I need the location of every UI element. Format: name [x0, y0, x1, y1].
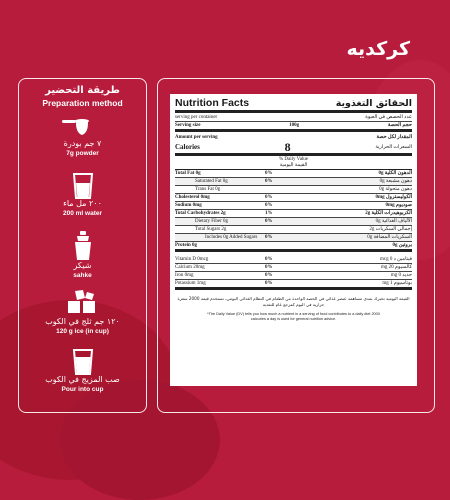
nutrient-row [175, 178, 412, 186]
nutrient-name-en: Total Fat 0g [175, 171, 201, 176]
mineral-row [175, 272, 412, 280]
nutrient-name-ar: إجمالي السكريات 2g [369, 227, 412, 232]
nutrient-name-en: Includes 0g Added Sugars [205, 235, 258, 240]
step-label-ar: ٢٠٠ مل ماء [63, 199, 102, 208]
serving-size-label-ar: حجم الحصة [387, 123, 412, 128]
page-title: كركديه [346, 38, 410, 60]
cup-icon [72, 349, 94, 375]
mineral-name-en: Potassium 1mg [175, 281, 206, 286]
preparation-title-ar: طريقة التحضير [45, 85, 120, 96]
nutrient-name-en: Total Sugars 2g [195, 227, 227, 232]
servings-row [175, 114, 412, 122]
nutrition-facts-label [170, 94, 417, 386]
step-label-ar: ١٢٠ جم ثلج في الكوب [45, 317, 120, 326]
nutrient-name-ar: بروتين 0g [392, 243, 412, 248]
nutrient-percent: 0% [265, 219, 273, 224]
nutrient-percent: 0% [265, 235, 273, 240]
nutrient-percent: 0% [265, 195, 273, 200]
nutrient-name-ar: السكريات المضافة 0g [367, 235, 412, 240]
calories-row [175, 141, 412, 156]
serving-size-value: 100g [289, 123, 300, 128]
step-label-en: 120 g ice (in cup) [56, 328, 109, 335]
mineral-row [175, 264, 412, 272]
nutrient-row [175, 242, 412, 252]
nutrient-name-en: Sodium 0mg [175, 203, 202, 208]
nutrient-percent: 0% [265, 179, 273, 184]
mineral-name-en: Calcium 20mg [175, 265, 205, 270]
calories-label-ar: السعرات الحرارية [375, 145, 412, 150]
mineral-name-ar: بوتاسيوم 1 mg [382, 281, 412, 286]
nutrient-row [175, 186, 412, 194]
shaker-icon [72, 231, 94, 261]
preparation-panel [18, 78, 147, 413]
mineral-name-en: Iron 0mg [175, 273, 194, 278]
nutrient-percent: 1% [265, 211, 273, 216]
nutrient-name-en: Dietary Fiber 0g [195, 219, 229, 224]
serving-size-row [175, 122, 412, 132]
nutrient-name-en: Cholesterol 0mg [175, 195, 210, 200]
step-label-ar: شيكر [73, 261, 92, 270]
footnote-ar: القيمة اليومية تخبرك بمدى مساهمة عنصر غذائي في الحصة الواحدة من الطعام في النظام الغذائي اليومي، تستخدم قيمة 2000 سعرة حرارية في اليوم كمرجع عام للتغذية [177, 296, 410, 307]
mineral-percent: 0% [265, 257, 273, 262]
nutrient-row [175, 210, 412, 218]
nutrition-title-ar: الحقائق التغذوية [335, 98, 412, 109]
step-label-en: sahke [73, 272, 92, 279]
nutrient-row [175, 194, 412, 202]
nutrient-name-ar: الدهون الكلية 0g [378, 171, 412, 176]
prep-step-water [19, 173, 146, 218]
nutrient-name-ar: الألياف الغذائية 0g [375, 219, 412, 224]
nutrient-row [175, 218, 412, 226]
daily-value-heading [175, 156, 412, 170]
nutrition-title-en: Nutrition Facts [175, 97, 250, 109]
nutrient-name-en: Protein 0g [175, 243, 197, 248]
mineral-percent: 0% [265, 265, 273, 270]
mineral-percent: 0% [265, 273, 273, 278]
mineral-name-ar: كالسيوم 20 mg [381, 265, 412, 270]
amount-label-ar: المقدار لكل حصة [376, 135, 412, 140]
step-label-en: 200 ml water [62, 210, 103, 217]
nutrient-name-ar: الكوليسترول 0mg [375, 195, 412, 200]
prep-step-shake [19, 231, 146, 280]
nutrient-row [175, 234, 412, 242]
prep-step-powder [19, 117, 146, 158]
nutrient-name-ar: دهون مشبعة 0g [379, 179, 412, 184]
footnote-en: *The Daily Value (DV) tells you how much a nutrient in a serving of food contributes to a daily diet 2000 calcuries a day is used for general nutrition advice. [207, 312, 380, 321]
step-label-ar: صب المزيج في الكوب [45, 375, 120, 384]
prep-step-pour [19, 349, 146, 394]
mineral-row [175, 256, 412, 264]
daily-value-label-ar: القيمة اليومية [279, 162, 308, 168]
calories-value: 8 [284, 139, 291, 154]
step-label-en: 7g powder [66, 150, 99, 157]
daily-value-label-en: % Daily Value [278, 157, 309, 162]
nutrient-name-en: Saturated Fat 0g [195, 179, 228, 184]
nutrient-name-en: Total Carbohydrates 2g [175, 211, 226, 216]
mineral-percent: 0% [265, 281, 273, 286]
servings-label-en: serving per container [175, 115, 218, 120]
nutrient-percent: 0% [265, 171, 273, 176]
nutrient-name-ar: دهون متحولة 0g [379, 187, 412, 192]
mineral-name-ar: فيتامين د 0 mcg [379, 257, 412, 262]
nutrient-row [175, 202, 412, 210]
nutrient-name-en: Trans Fat 0g [195, 187, 221, 192]
nutrient-percent: 0% [265, 203, 273, 208]
mineral-name-ar: حديد 0 mg [390, 273, 412, 278]
step-label-en: Pour into cup [61, 386, 104, 393]
ice-cubes-icon [65, 289, 101, 317]
nutrient-name-ar: صوديوم 0mg [385, 203, 412, 208]
calories-label-en: Calories [175, 143, 200, 151]
serving-size-label-en: Serving size [175, 123, 201, 128]
servings-label-ar: عدد الحصص في العبوة [365, 115, 412, 120]
nutrient-name-ar: الكربوهيدرات الكلية 2g [365, 211, 412, 216]
amount-row [175, 134, 412, 141]
nutrition-header [175, 97, 412, 113]
nutrient-row [175, 170, 412, 178]
mineral-row [175, 280, 412, 290]
scoop-icon [62, 117, 104, 139]
mineral-name-en: Vitamin D 0mcg [175, 257, 209, 262]
nutrient-row [175, 226, 412, 234]
amount-label-en: Amount per serving [175, 135, 218, 140]
water-glass-icon [72, 173, 94, 199]
step-label-ar: ٧ جم بودرة [63, 139, 102, 148]
preparation-title-en: Preparation method [42, 98, 123, 108]
prep-step-ice [19, 289, 146, 336]
